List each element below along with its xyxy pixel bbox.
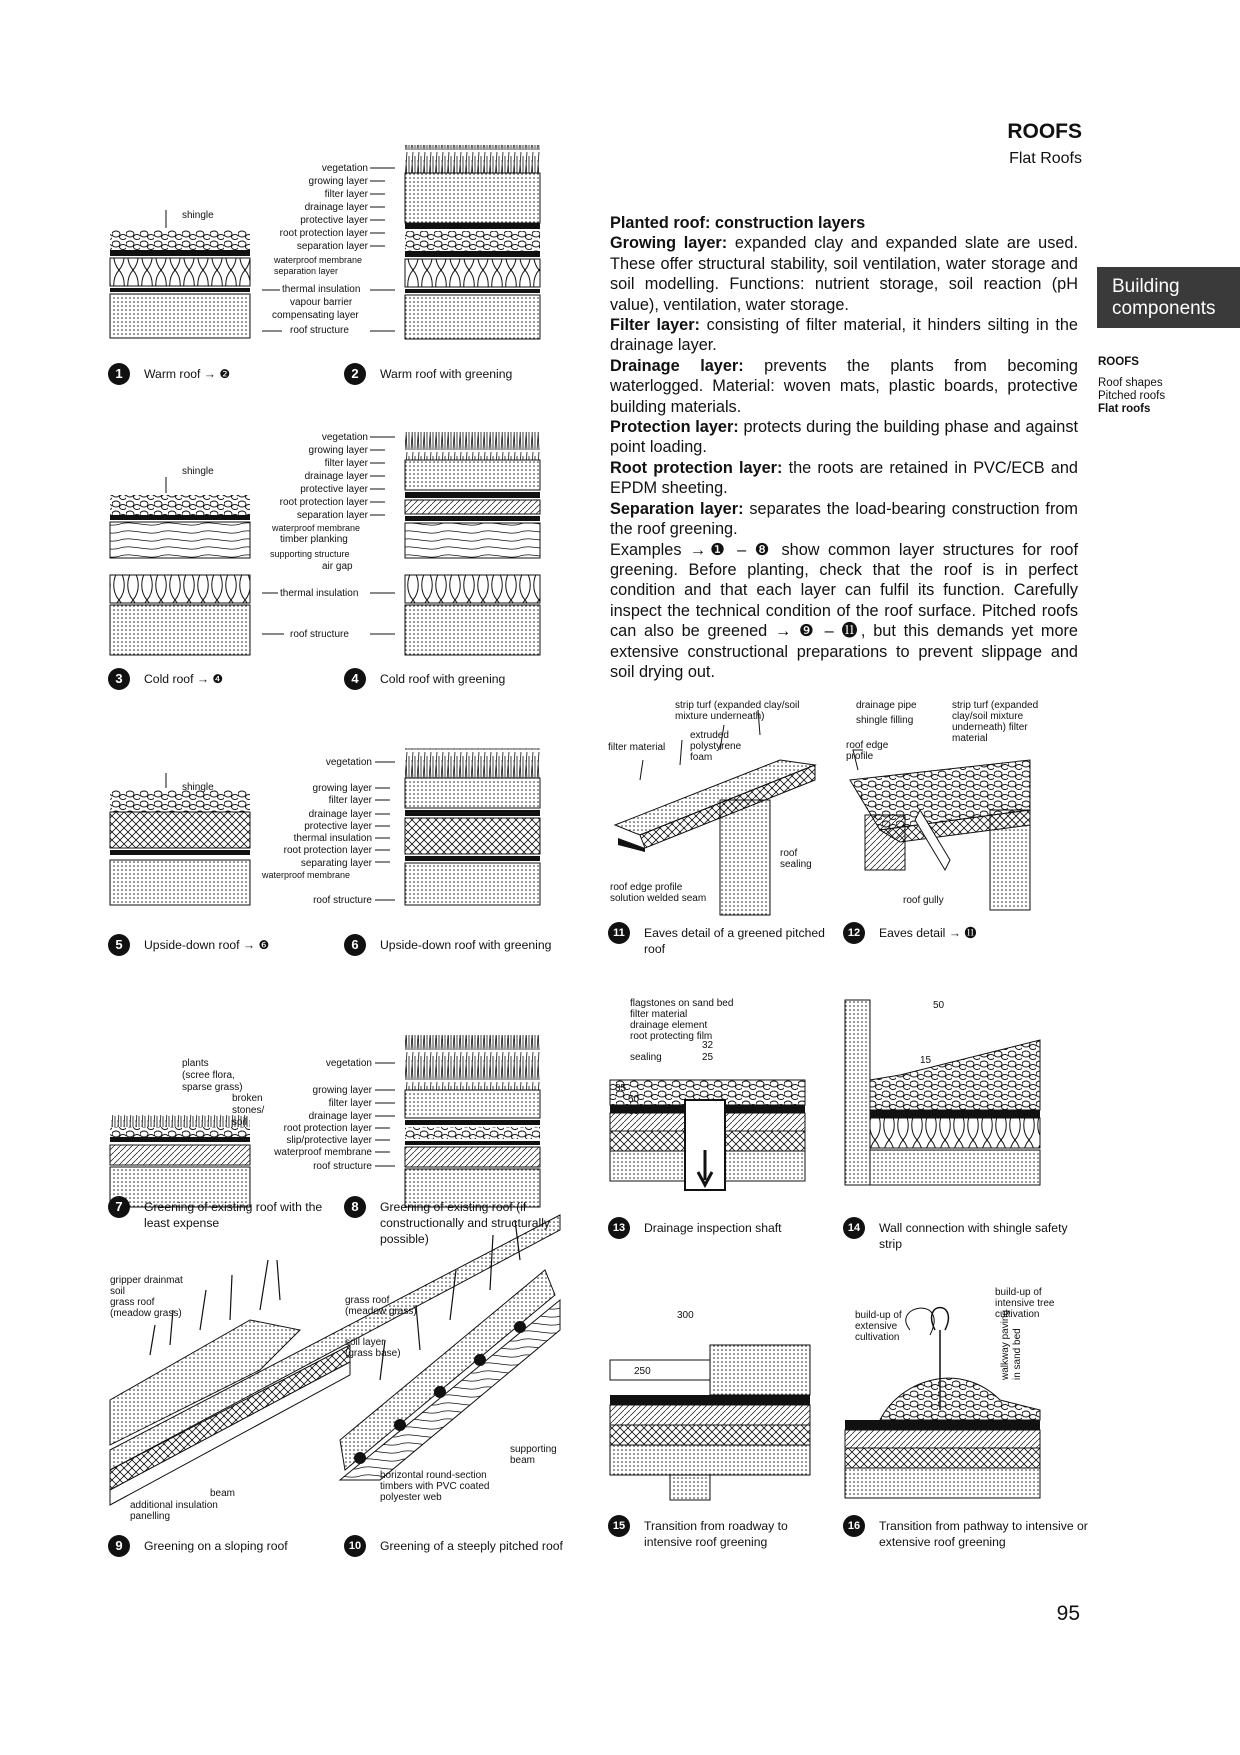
fig-caption: Warm roof → ❷	[144, 367, 231, 381]
fig-caption: Cold roof → ❹	[144, 672, 224, 686]
label: (scree flora,	[182, 1070, 235, 1081]
fig-caption: Greening of a steeply pitched roof	[380, 1539, 563, 1553]
label: polyester web	[380, 1492, 442, 1503]
fig13-drainage-inspection-shaft	[610, 1080, 805, 1190]
label: sealing	[630, 1052, 662, 1063]
label: waterproof membrane	[272, 523, 361, 533]
fig-number: 9	[108, 1535, 130, 1557]
label: vegetation	[321, 163, 368, 174]
label: solution welded seam	[610, 893, 707, 904]
label: flagstones on sand bed	[630, 998, 734, 1009]
label: shingle	[182, 466, 214, 477]
label: roof structure	[313, 1161, 372, 1172]
label: drainage layer	[304, 471, 368, 482]
label: waterproof membrane	[274, 1147, 372, 1158]
label: vegetation	[325, 1058, 372, 1069]
label: protective layer	[300, 484, 368, 495]
label: 60	[628, 1106, 640, 1117]
fig12-eaves-detail	[850, 750, 1030, 910]
para-text: the roots are retained in PVC/ECB and EPDM sheeting.	[610, 458, 1078, 498]
label: root protection layer	[283, 1123, 372, 1134]
label: 15	[920, 1055, 932, 1066]
label: foam	[690, 752, 713, 763]
fig-number: 12	[843, 922, 865, 944]
fig7-8-leader-lines	[375, 1063, 395, 1166]
side-nav-item-flat-roofs[interactable]: Flat roofs	[1098, 403, 1151, 415]
side-nav-item-pitched-roofs[interactable]: Pitched roofs	[1098, 390, 1166, 402]
label: root protection layer	[279, 228, 368, 239]
fig7-existing-roof-least-expense	[110, 1115, 250, 1207]
para-text: prevents the plants from becoming waterlogged. Material: woven mats, plastic boards, protective building materials.	[610, 356, 1078, 416]
label: soil	[110, 1286, 126, 1297]
label: roof edge profile	[610, 882, 683, 893]
fig6-upside-down-roof-greening	[405, 748, 540, 905]
fig-number: 2	[344, 363, 366, 385]
label: growing layer	[308, 445, 368, 456]
label: grass roof	[345, 1295, 390, 1306]
label: thermal insulation	[282, 284, 361, 295]
label: filter layer	[324, 458, 368, 469]
label: material	[952, 733, 988, 744]
term: Separation layer:	[610, 499, 744, 518]
label: air gap	[322, 561, 353, 572]
fig8-existing-roof-greening	[405, 1035, 540, 1207]
label: (meadow grass)	[345, 1306, 417, 1317]
label: cultivation	[995, 1309, 1040, 1320]
label: panelling	[130, 1511, 171, 1522]
label: broken	[232, 1093, 263, 1104]
term: Drainage layer:	[610, 356, 744, 375]
label: compensating layer	[272, 310, 359, 321]
fig-number: 13	[608, 1217, 630, 1239]
label: root protection layer	[283, 845, 372, 856]
label: 25	[702, 1052, 714, 1063]
fig4-cold-roof-greening	[405, 432, 540, 655]
label: filter material	[608, 742, 666, 753]
fig-caption: Transition from pathway to intensive or extensive roof greening	[879, 1519, 1088, 1549]
label: thermal insulation	[280, 588, 359, 599]
fig-number: 7	[108, 1196, 130, 1218]
label: intensive tree	[995, 1298, 1055, 1309]
label: supporting structure	[270, 549, 350, 559]
fig-caption: Eaves detail → ⓫	[879, 926, 977, 940]
label: drainage layer	[308, 809, 372, 820]
label: sparse grass)	[182, 1082, 243, 1093]
label: additional insulation	[130, 1500, 218, 1511]
label: beam	[210, 1488, 236, 1499]
label: waterproof membrane	[262, 870, 351, 880]
label: separation layer	[296, 241, 368, 252]
label: sealing	[780, 859, 812, 870]
para-text: consisting of filter material, it hinders silting in the drainage layer.	[610, 316, 1078, 355]
label: 50	[933, 1000, 945, 1011]
label: plants	[182, 1058, 209, 1069]
fig3-cold-roof	[110, 495, 250, 655]
fig-number: 11	[608, 922, 630, 944]
label: separation layer	[274, 266, 339, 276]
page-subtitle: Flat Roofs	[1009, 150, 1082, 167]
para-text: protects during the building phase and against point loading.	[610, 418, 1078, 457]
label: timbers with PVC coated	[380, 1481, 490, 1492]
para-text: expanded clay and expanded slate are used. These offer structural stability, soil ventilation, water storage and soil modelling. Functions: nutrient storage, soil reaction (pH value), ventilation, water storage.	[610, 234, 1078, 314]
label: roof structure	[290, 325, 349, 336]
label: beam	[510, 1455, 536, 1466]
label: protective layer	[304, 821, 372, 832]
side-nav-item-roof-shapes[interactable]: Roof shapes	[1098, 377, 1163, 389]
label: soil	[232, 1117, 248, 1128]
label: roof structure	[290, 629, 349, 640]
fig-caption: Drainage inspection shaft	[644, 1221, 782, 1235]
fig-caption: Greening of existing roof (if constructionally and structurally possible)	[380, 1200, 551, 1246]
label: in sand bed	[1012, 1328, 1023, 1380]
term: Growing layer:	[610, 234, 728, 253]
label: roof gully	[903, 895, 944, 906]
page-title: ROOFS	[1007, 120, 1082, 143]
side-nav-heading: ROOFS	[1098, 356, 1139, 368]
label: filter layer	[324, 189, 368, 200]
label: roof edge	[846, 740, 889, 751]
label: vegetation	[325, 757, 372, 768]
label: root protecting film	[630, 1031, 713, 1042]
term: Root protection layer:	[610, 458, 783, 477]
fig-caption: Greening of existing roof with the least expense	[144, 1200, 323, 1230]
fig-caption: Upside-down roof with greening	[380, 938, 552, 952]
label: (grass base)	[345, 1348, 401, 1359]
fig-number: 6	[344, 934, 366, 956]
label: separation layer	[296, 510, 368, 521]
label: gripper drainmat	[110, 1275, 183, 1286]
fig2-warm-roof-greening	[405, 145, 540, 339]
fig-caption: Upside-down roof → ❻	[144, 938, 270, 952]
fig14-wall-connection	[845, 1000, 1040, 1185]
fig-number: 14	[843, 1217, 865, 1239]
label: 50	[628, 1094, 640, 1105]
label: filter layer	[328, 1098, 372, 1109]
label: strip turf (expanded clay/soil	[675, 700, 800, 711]
term: Filter layer:	[610, 316, 700, 335]
label: profile	[846, 751, 874, 762]
label: filter layer	[328, 795, 372, 806]
label: drainage pipe	[856, 700, 917, 711]
fig1-warm-roof	[110, 230, 250, 338]
label: build-up of	[855, 1310, 902, 1321]
fig-number: 10	[344, 1535, 366, 1557]
fig-number: 4	[344, 668, 366, 690]
term: Protection layer:	[610, 418, 739, 437]
label: mixture underneath)	[675, 711, 765, 722]
fig-caption: Transition from roadway to intensive roof greening	[644, 1519, 788, 1549]
fig-number: 8	[344, 1196, 366, 1218]
label: roof structure	[313, 895, 372, 906]
label: thermal insulation	[293, 833, 372, 844]
label: root protection layer	[279, 497, 368, 508]
para-text: separates the load-bearing construction from the roof greening.	[610, 499, 1078, 539]
label: slip/protective layer	[286, 1135, 372, 1146]
label: growing layer	[312, 1085, 372, 1096]
body-heading: Planted roof: construction layers	[610, 214, 866, 232]
label: supporting	[510, 1444, 557, 1455]
label: walkway paving	[1000, 1309, 1011, 1380]
fig-caption: Eaves detail of a greened pitched roof	[644, 926, 825, 956]
label: shingle filling	[856, 715, 914, 726]
fig-number: 16	[843, 1515, 865, 1537]
label: grass roof	[110, 1297, 155, 1308]
fig-number: 15	[608, 1515, 630, 1537]
label: horizontal round-section	[380, 1470, 487, 1481]
section-tab-label: Building components	[1112, 276, 1216, 319]
label: timber planking	[280, 534, 348, 545]
label: clay/soil mixture	[952, 711, 1024, 722]
fig-caption: Warm roof with greening	[380, 367, 513, 381]
label: shingle	[182, 782, 214, 793]
page-number: 95	[1056, 1602, 1080, 1625]
label: polystyrene	[690, 741, 742, 752]
label: 300	[677, 1310, 694, 1321]
label: protective layer	[300, 215, 368, 226]
label: waterproof membrane	[274, 255, 363, 265]
label: 85	[615, 1083, 627, 1094]
label: 250	[634, 1366, 651, 1377]
label: drainage layer	[304, 202, 368, 213]
label: separating layer	[300, 858, 372, 869]
fig-caption: Greening on a sloping roof	[144, 1539, 288, 1553]
para-text: Examples →❶ – ❽ show common layer structures for roof greening. Before planting, check that the roof is in perfect condition and that each layer can fulfil its function. Carefully inspect the technical condition of the roof surface. Pitched roofs can also be greened → ❾ – ⓫, but this demands yet more extensive constructional preparations to prevent slippage and soil drying out.	[610, 540, 1078, 681]
label: strip turf (expanded	[952, 700, 1039, 711]
fig-caption: Wall connection with shingle safety strip	[879, 1221, 1068, 1251]
fig-number: 5	[108, 934, 130, 956]
label: underneath) filter	[952, 722, 1028, 733]
label: build-up of	[995, 1287, 1042, 1298]
label: growing layer	[312, 783, 372, 794]
label: 32	[702, 1040, 714, 1051]
label: drainage layer	[308, 1111, 372, 1122]
label: vapour barrier	[290, 297, 353, 308]
label: extensive	[855, 1321, 898, 1332]
fig-number: 1	[108, 363, 130, 385]
label: soil layer	[345, 1337, 385, 1348]
label: roof	[780, 848, 798, 859]
label: cultivation	[855, 1332, 900, 1343]
label: (meadow grass)	[110, 1308, 182, 1319]
label: stones/	[232, 1105, 265, 1116]
fig-caption: Cold roof with greening	[380, 672, 506, 686]
label: extruded	[690, 730, 729, 741]
fig-number: 3	[108, 668, 130, 690]
label: filter material	[630, 1009, 688, 1020]
fig5-upside-down-roof	[110, 790, 250, 905]
label: drainage element	[630, 1020, 708, 1031]
label: vegetation	[321, 432, 368, 443]
label: shingle	[182, 210, 214, 221]
label: growing layer	[308, 176, 368, 187]
